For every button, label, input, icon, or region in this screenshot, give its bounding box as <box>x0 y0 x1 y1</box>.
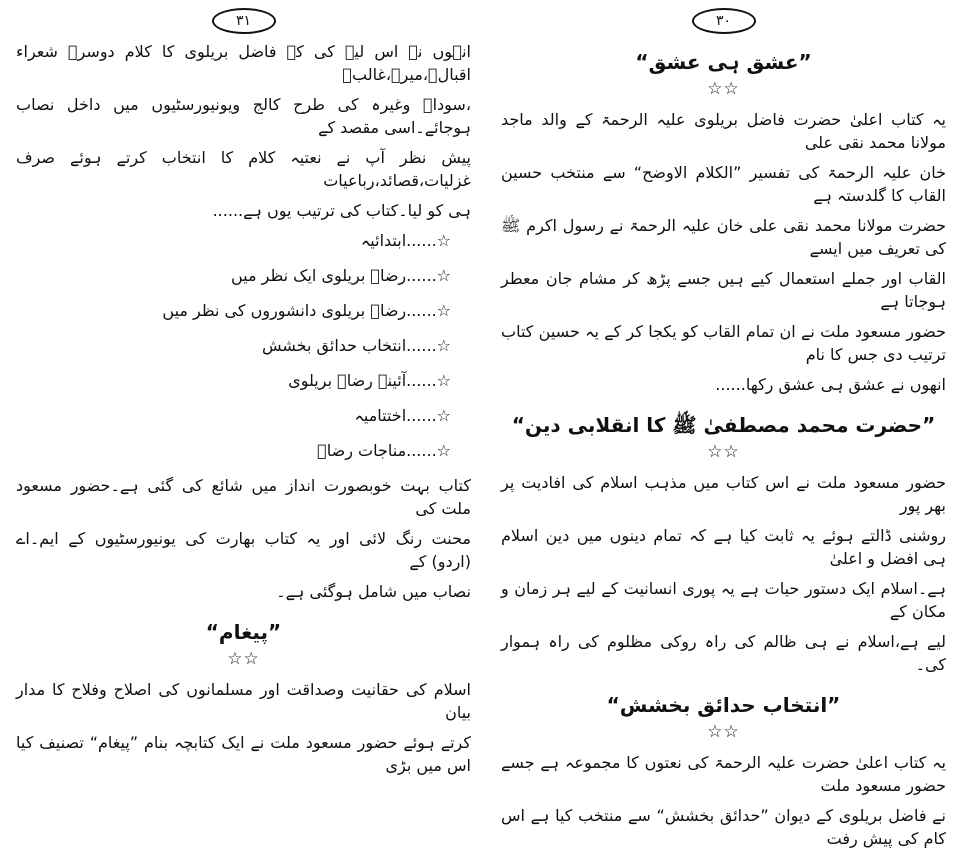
text-line: پیش نظر آپ نے نعتیہ کلام کا انتخاب کرتے ہوئے صرف غزلیات،قصائد،رباعیات <box>16 148 471 190</box>
stars-divider: ☆☆ <box>707 722 740 742</box>
text-line: روشنی ڈالتے ہوئے یہ ثابت کیا ہے کہ تمام دینوں میں دین اسلام ہی افضل و اعلیٰ <box>501 526 946 568</box>
text-line: یہ کتاب اعلیٰ حضرت فاضل بریلوی علیہ الرحمۃ کے والد ماجد مولانا محمد نقی علی <box>501 110 946 152</box>
left-page <box>0 0 485 794</box>
contents-item: ☆......انتخاب حدائق بخشش <box>261 336 451 355</box>
contents-item: ☆......رضاؔ بریلوی ایک نظر میں <box>230 266 451 285</box>
text-line: خان علیہ الرحمۃ کی تفسیر ”الکلام الاوضح“ سے منتخب حسین القاب کا گلدستہ ہے <box>501 163 946 205</box>
text-line: ہی کو لیا۔کتاب کی ترتیب یوں ہے...... <box>212 201 471 220</box>
contents-item: ☆......آئینہ رضاؔ بریلوی <box>288 371 451 390</box>
text-line: لیے ہے،اسلام نے ہی ظالم کی راہ روکی مظلوم کی راہ ہموار کی۔ <box>501 632 947 674</box>
text-line: محنت رنگ لائی اور یہ کتاب بھارت کی یونیورسٹیوں کے ایم۔اے (اردو) کے <box>16 529 471 571</box>
page-number: ۳۰ <box>692 8 756 34</box>
text-line: انہوں نے اس لیے کی کہ فاضل بریلوی کا کلام دوسرے شعراء اقبالؔ،میرؔ،غالبؔ <box>16 42 471 84</box>
right-page <box>485 0 960 867</box>
contents-item: ☆......ابتدائیہ <box>360 231 451 250</box>
contents-item: ☆......رضاؔ بریلوی دانشوروں کی نظر میں <box>162 301 451 320</box>
section-heading: ”حضرت محمد مصطفیٰ ﷺ کا انقلابی دین“ <box>511 413 936 437</box>
text-line: القاب اور جملے استعمال کیے ہیں جسے پڑھ کر مشام جان معطر ہوجاتا ہے <box>501 269 946 311</box>
text-line: کتاب بہت خوبصورت انداز میں شائع کی گئی ہے۔حضور مسعود ملت کی <box>16 476 471 518</box>
text-line: کرتے ہوئے حضور مسعود ملت نے ایک کتابچہ بنام ”پیغام“ تصنیف کیا اس میں بڑی <box>16 733 471 775</box>
contents-item: ☆......مناجات رضاؔ <box>317 441 451 460</box>
text-line: حضور مسعود ملت نے ان تمام القاب کو یکجا کر کے یہ حسین کتاب ترتیب دی جس کا نام <box>501 322 946 364</box>
section-heading: ”پیغام“ <box>205 620 282 644</box>
text-line: یہ کتاب اعلیٰ حضرت علیہ الرحمۃ کی نعتوں کا مجموعہ ہے جسے حضور مسعود ملت <box>501 753 946 795</box>
text-line: نے فاضل بریلوی کے دیوان ”حدائق بخشش“ سے منتخب کیا ہے اس کام کی پیش رفت <box>501 806 946 848</box>
page-number: ۳۱ <box>212 8 276 34</box>
text-line: انھوں نے عشق ہی عشق رکھا...... <box>715 375 946 394</box>
text-line: حضور مسعود ملت نے اس کتاب میں مذہب اسلام کی افادیت پر بھر پور <box>501 473 946 515</box>
contents-item: ☆......اختتامیہ <box>354 406 451 425</box>
text-line: اسلام کی حقانیت وصداقت اور مسلمانوں کی اصلاح وفلاح کا مدار بیان <box>16 680 471 722</box>
section-heading: ”عشق ہی عشق“ <box>635 50 812 74</box>
stars-divider: ☆☆ <box>707 79 740 99</box>
text-line: حضرت مولانا محمد نقی علی خان علیہ الرحمۃ نے رسول اکرم ﷺ کی تعریف میں ایسے <box>501 216 946 258</box>
stars-divider: ☆☆ <box>227 649 260 669</box>
section-heading: ”انتخاب حدائق بخشش“ <box>606 693 841 717</box>
text-line: ہے۔اسلام ایک دستور حیات ہے یہ پوری انسانیت کے لیے ہر زمان و مکان کے <box>501 579 946 621</box>
text-line: نصاب میں شامل ہوگئی ہے۔ <box>276 582 471 601</box>
stars-divider: ☆☆ <box>707 442 740 462</box>
text-line: ،سوداؔ وغیرہ کی طرح کالج ویونیورسٹیوں میں داخل نصاب ہوجائے۔اسی مقصد کے <box>16 95 471 137</box>
